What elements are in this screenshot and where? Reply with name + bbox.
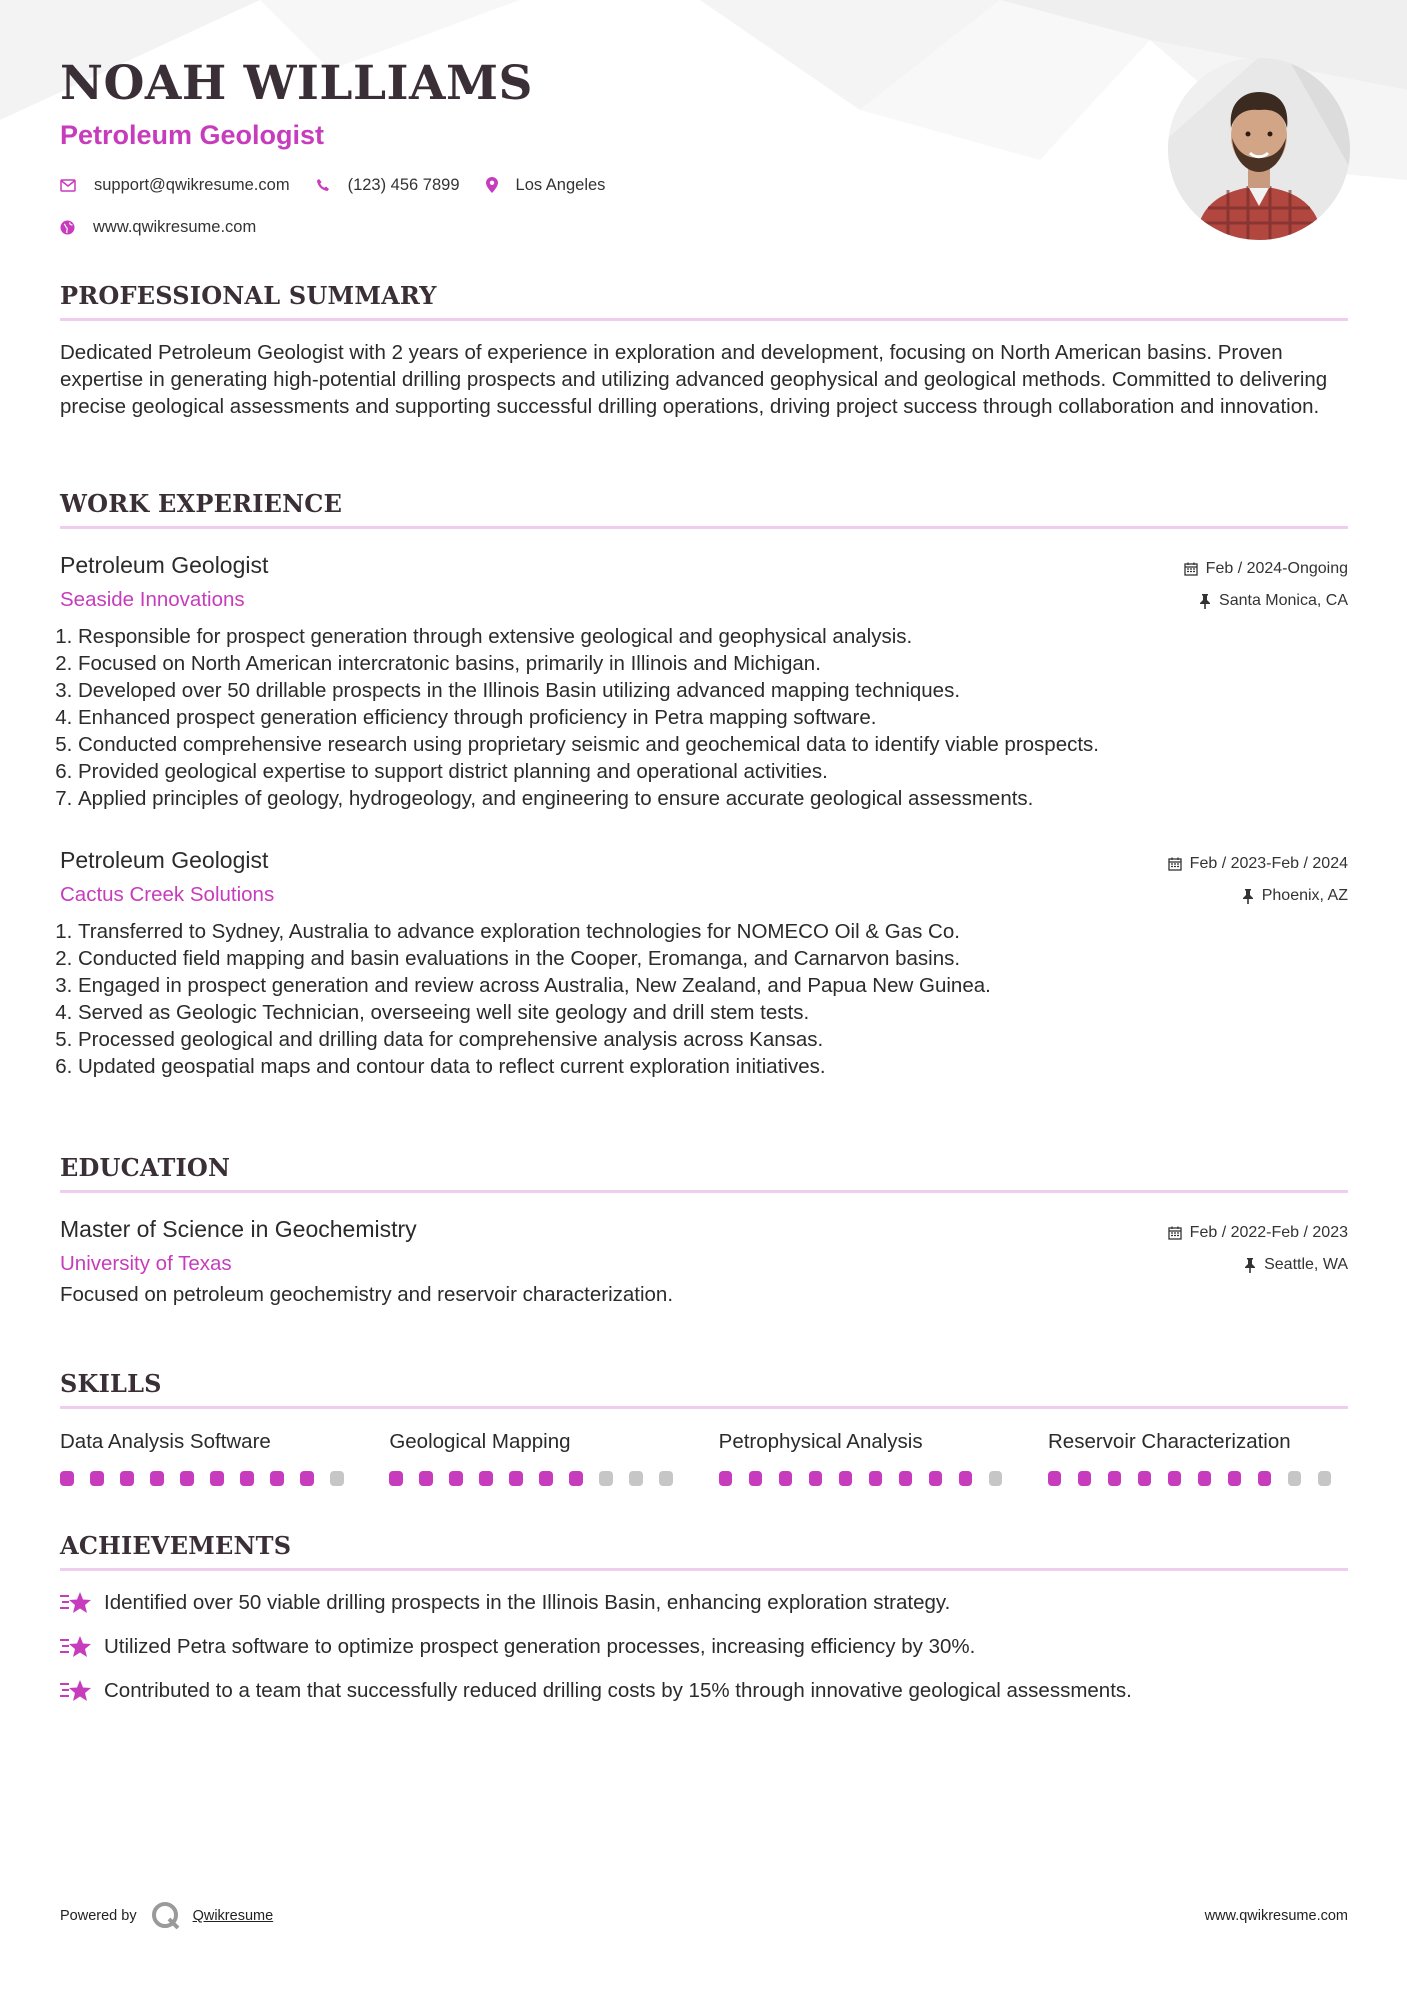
page-footer [60, 1896, 1348, 1936]
globe-icon [60, 220, 75, 235]
skill-item [389, 1427, 689, 1486]
skill-dot-empty [659, 1471, 673, 1486]
skill-dot-filled [779, 1471, 793, 1486]
job-meta [1184, 553, 1348, 617]
contact-location [486, 176, 606, 195]
calendar-icon [1168, 1226, 1182, 1240]
job-bullet: 2. Conducted field mapping and basin evaluations in the Cooper, Eromanga, and Carnarvon basins. [78, 945, 1348, 972]
achievement-text: Identified over 50 viable drilling prospects in the Illinois Basin, enhancing exploration strategy. [104, 1591, 951, 1614]
section-heading-summary: PROFESSIONAL SUMMARY [60, 281, 437, 310]
pushpin-icon [1244, 1258, 1256, 1273]
skill-dot-filled [389, 1471, 403, 1486]
skill-dot-filled [479, 1471, 493, 1486]
achievement-item [60, 1669, 1348, 1713]
skill-dot-empty [989, 1471, 1003, 1486]
degree-title: Master of Science in Geochemistry [60, 1216, 417, 1242]
job-bullet: 3. Developed over 50 drillable prospects in the Illinois Basin utilizing advanced mapping techniques. [78, 677, 1348, 704]
calendar-icon [1168, 857, 1182, 871]
summary-text: Dedicated Petroleum Geologist with 2 years of experience in exploration and development, focusing on North American basins. Proven expertise in generating high-potential drilling prospects and utilizing advanced geophysical and geological methods. Committed to delivering precise geological assessments and supporting successful drilling operations, driving project success through collaboration and innovation. [60, 341, 1328, 418]
skill-dot-filled [1168, 1471, 1182, 1486]
qwikresume-logo-icon [151, 1901, 181, 1931]
footer-url[interactable]: www.qwikresume.com [1204, 1908, 1348, 1924]
skill-dot-filled [899, 1471, 913, 1486]
job-company: Seaside Innovations [60, 588, 245, 611]
skill-dot-empty [1288, 1471, 1302, 1486]
skill-dot-filled [1048, 1471, 1062, 1486]
skill-dot-filled [300, 1471, 314, 1486]
skills-section [60, 1366, 1348, 1486]
achievement-item [60, 1625, 1348, 1669]
skill-dot-filled [929, 1471, 943, 1486]
job-bullets [60, 623, 1348, 812]
skill-dot-filled [120, 1471, 134, 1486]
skill-item [1048, 1427, 1348, 1486]
shooting-star-icon [60, 1634, 92, 1660]
education-meta [1168, 1217, 1348, 1281]
section-divider [60, 1568, 1348, 1571]
skill-rating [1048, 1471, 1348, 1486]
contact-phone[interactable] [316, 176, 460, 195]
skill-name: Data Analysis Software [60, 1430, 271, 1453]
location-text: Los Angeles [515, 175, 606, 194]
skill-dot-filled [240, 1471, 254, 1486]
skill-dot-filled [1108, 1471, 1122, 1486]
education-section [60, 1150, 1348, 1338]
skill-dot-filled [749, 1471, 763, 1486]
achievement-text: Utilized Petra software to optimize prospect generation processes, increasing efficiency by 30%. [104, 1635, 976, 1658]
skill-dot-filled [210, 1471, 224, 1486]
shooting-star-icon [60, 1590, 92, 1616]
skill-dot-filled [1228, 1471, 1242, 1486]
skill-dot-filled [719, 1471, 733, 1486]
section-divider [60, 526, 1348, 529]
job-title: Petroleum Geologist [60, 847, 269, 873]
skill-dot-filled [150, 1471, 164, 1486]
candidate-title: Petroleum Geologist [60, 120, 325, 150]
section-divider [60, 1406, 1348, 1409]
job-bullet: 4. Served as Geologic Technician, overseeing well site geology and drill stem tests. [78, 999, 1348, 1026]
skill-rating [60, 1471, 360, 1486]
skill-dot-filled [180, 1471, 194, 1486]
skill-dot-filled [1258, 1471, 1272, 1486]
skill-dot-filled [869, 1471, 883, 1486]
skills-list [60, 1427, 1348, 1486]
shooting-star-icon [60, 1678, 92, 1704]
pushpin-icon [1199, 594, 1211, 609]
skill-item [60, 1427, 360, 1486]
achievement-item [60, 1581, 1348, 1625]
skill-dot-filled [839, 1471, 853, 1486]
skill-dot-empty [1318, 1471, 1332, 1486]
skill-dot-filled [1078, 1471, 1092, 1486]
job-bullet: 1. Transferred to Sydney, Australia to advance exploration technologies for NOMECO Oil & Gas Co. [78, 918, 1348, 945]
experience-section [60, 486, 1348, 1110]
skill-dot-filled [1138, 1471, 1152, 1486]
skill-name: Geological Mapping [389, 1430, 571, 1453]
section-divider [60, 318, 1348, 321]
skill-item [719, 1427, 1019, 1486]
powered-by-label: Powered by [60, 1908, 137, 1924]
job-bullets [60, 918, 1348, 1080]
website-text: www.qwikresume.com [93, 217, 257, 236]
job-bullet: 2. Focused on North American intercratonic basins, primarily in Illinois and Michigan. [78, 650, 1348, 677]
school-name: University of Texas [60, 1252, 232, 1275]
job-meta [1168, 848, 1348, 912]
skill-dot-empty [629, 1471, 643, 1486]
education-dates: Feb / 2022-Feb / 2023 [1189, 1224, 1348, 1241]
skill-dot-filled [270, 1471, 284, 1486]
skill-dot-filled [809, 1471, 823, 1486]
achievement-text: Contributed to a team that successfully reduced drilling costs by 15% through innovative geological assessments. [104, 1679, 1132, 1702]
profile-photo [1168, 58, 1350, 240]
job-bullet: 6. Updated geospatial maps and contour data to reflect current exploration initiatives. [78, 1053, 1348, 1080]
candidate-name: NOAH WILLIAMS [60, 56, 533, 111]
education-description: Focused on petroleum geochemistry and reservoir characterization. [60, 1283, 674, 1306]
phone-text: (123) 456 7899 [347, 175, 460, 194]
skill-dot-filled [90, 1471, 104, 1486]
skill-dot-filled [959, 1471, 973, 1486]
calendar-icon [1184, 562, 1198, 576]
skill-name: Reservoir Characterization [1047, 1430, 1291, 1453]
job-bullet: 1. Responsible for prospect generation through extensive geological and geophysical analysis. [78, 623, 1348, 650]
section-divider [60, 1190, 1348, 1193]
job-title: Petroleum Geologist [60, 552, 269, 578]
skill-dot-filled [60, 1471, 74, 1486]
job-bullet: 4. Enhanced prospect generation efficiency through proficiency in Petra mapping software. [78, 704, 1348, 731]
contact-info [60, 171, 631, 255]
skill-dot-empty [330, 1471, 344, 1486]
achievements-section [60, 1528, 1348, 1713]
email-text: support@qwikresume.com [94, 175, 290, 194]
skill-name: Petrophysical Analysis [718, 1430, 923, 1453]
section-heading-achievements: ACHIEVEMENTS [60, 1531, 292, 1560]
skill-dot-filled [569, 1471, 583, 1486]
skill-rating [389, 1471, 689, 1486]
powered-by [60, 1896, 273, 1936]
skill-dot-empty [599, 1471, 613, 1486]
skill-rating [719, 1471, 1019, 1486]
job-bullet: 7. Applied principles of geology, hydrogeology, and engineering to ensure accurate geological assessments. [78, 785, 1348, 812]
job-dates: Feb / 2024-Ongoing [1205, 560, 1348, 577]
job-bullet: 5. Processed geological and drilling data for comprehensive analysis across Kansas. [78, 1026, 1348, 1053]
job-bullet: 3. Engaged in prospect generation and review across Australia, New Zealand, and Papua New Guinea. [78, 972, 1348, 999]
envelope-icon [60, 179, 76, 192]
job-entry [60, 842, 1348, 1080]
contact-email[interactable] [60, 176, 290, 195]
skill-dot-filled [449, 1471, 463, 1486]
section-heading-education: EDUCATION [60, 1153, 231, 1182]
skill-dot-filled [509, 1471, 523, 1486]
summary-section [60, 278, 1348, 420]
section-heading-experience: WORK EXPERIENCE [60, 489, 343, 518]
skill-dot-filled [1198, 1471, 1212, 1486]
job-bullet: 6. Provided geological expertise to support district planning and operational activities. [78, 758, 1348, 785]
phone-icon [316, 178, 330, 192]
job-company: Cactus Creek Solutions [60, 883, 275, 906]
qwikresume-link[interactable]: Qwikresume [192, 1908, 274, 1924]
pushpin-icon [1242, 889, 1254, 904]
skill-dot-filled [539, 1471, 553, 1486]
education-entry [60, 1211, 1348, 1308]
skill-dot-filled [419, 1471, 433, 1486]
job-entry [60, 547, 1348, 812]
map-pin-icon [486, 177, 498, 193]
job-location: Phoenix, AZ [1261, 887, 1348, 904]
contact-website[interactable] [60, 218, 256, 237]
job-bullet: 5. Conducted comprehensive research using proprietary seismic and geochemical data to identify viable prospects. [78, 731, 1348, 758]
education-location: Seattle, WA [1264, 1256, 1348, 1273]
job-location: Santa Monica, CA [1219, 592, 1348, 609]
section-heading-skills: SKILLS [60, 1369, 162, 1398]
job-dates: Feb / 2023-Feb / 2024 [1189, 855, 1348, 872]
